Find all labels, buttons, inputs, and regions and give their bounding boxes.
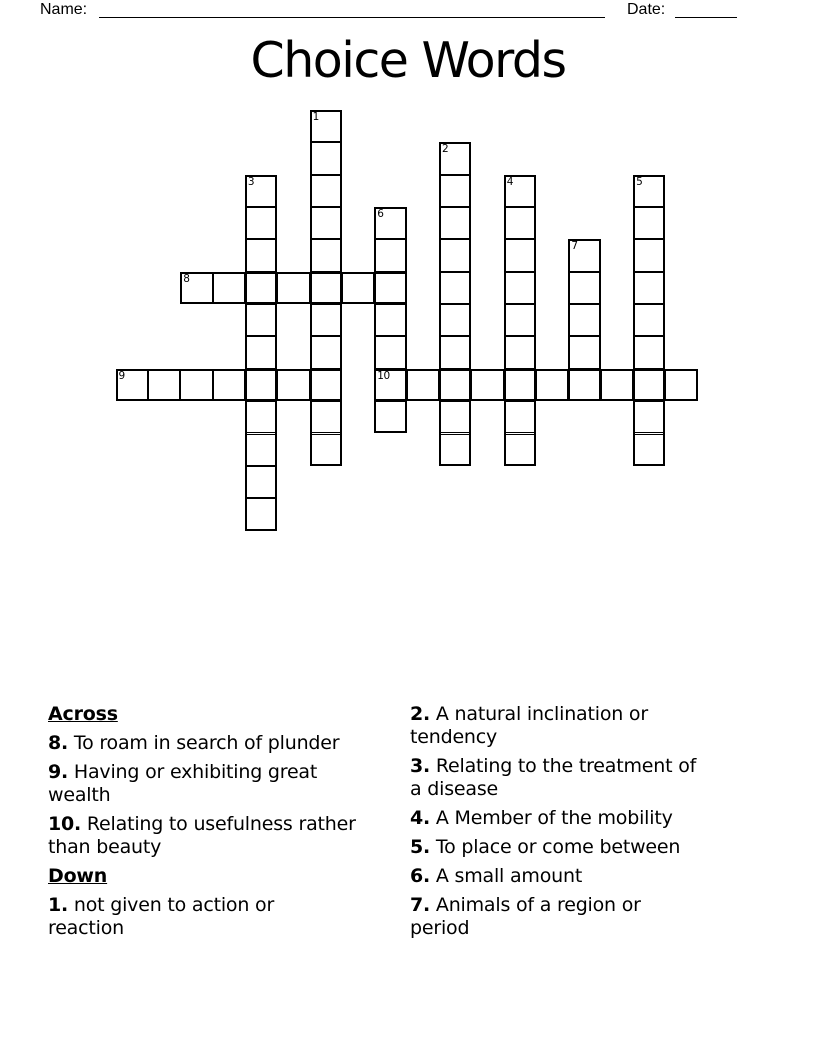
- clue-8: [48, 732, 404, 755]
- clue-number: 1.: [48, 894, 69, 916]
- grid-number-8: 8: [183, 272, 190, 285]
- clue-text: A small amount: [435, 865, 583, 887]
- clue-9: [48, 761, 404, 807]
- clue-number: 5.: [410, 836, 431, 858]
- clue-text: wealth: [48, 784, 111, 806]
- clue-text: tendency: [410, 726, 498, 748]
- clue-text: not given to action or: [73, 894, 275, 916]
- word-outline-4-down: [504, 175, 536, 466]
- clue-text: Relating to the treatment of: [435, 755, 697, 777]
- clue-column-2: [410, 703, 782, 946]
- clue-text: Having or exhibiting great: [73, 761, 318, 783]
- clue-text: Relating to usefulness rather: [86, 813, 356, 835]
- clue-text: To place or come between: [435, 836, 681, 858]
- clue-text: reaction: [48, 917, 124, 939]
- clues-heading-down: [48, 865, 404, 888]
- clue-number: 9.: [48, 761, 69, 783]
- grid-number-2: 2: [442, 143, 449, 156]
- clue-text: a disease: [410, 778, 499, 800]
- grid-number-3: 3: [247, 175, 255, 188]
- clue-text: than beauty: [48, 836, 162, 858]
- clue-column-1: [48, 703, 404, 946]
- clue-text: A natural inclination or: [435, 703, 648, 725]
- clue-3: [410, 755, 782, 801]
- clue-number: 10.: [48, 813, 82, 835]
- clues-heading-text: Across: [48, 703, 118, 725]
- clues-heading-across: [48, 703, 404, 726]
- word-outline-3-down: [245, 175, 277, 531]
- grid-number-10: 10: [377, 369, 390, 382]
- clue-10: [48, 813, 404, 859]
- grid-number-7: 7: [571, 240, 578, 253]
- date-label: Date:: [627, 1, 666, 18]
- clue-number: 3.: [410, 755, 431, 777]
- clues-heading-text: Down: [48, 865, 108, 887]
- word-outline-8-across: [180, 272, 406, 304]
- grid-number-4: 4: [506, 175, 513, 188]
- clue-5: [410, 836, 782, 859]
- page-title: Choice Words: [250, 32, 566, 89]
- grid-number-9: 9: [118, 369, 125, 382]
- word-outline-9-across: [116, 369, 342, 401]
- clue-1: [48, 894, 404, 940]
- clue-number: 2.: [410, 703, 431, 725]
- clue-2: [410, 703, 782, 749]
- clue-text: To roam in search of plunder: [73, 732, 340, 754]
- clue-number: 7.: [410, 894, 431, 916]
- clue-number: 4.: [410, 807, 431, 829]
- word-outline-5-down: [633, 175, 665, 466]
- word-outline-2-down: [439, 142, 471, 466]
- clue-4: [410, 807, 782, 830]
- clue-7: [410, 894, 782, 940]
- clue-text: period: [410, 917, 470, 939]
- clue-text: A Member of the mobility: [435, 807, 673, 829]
- word-outline-10-across: [374, 369, 698, 401]
- clue-number: 6.: [410, 865, 431, 887]
- clue-number: 8.: [48, 732, 69, 754]
- clue-text: Animals of a region or: [435, 894, 641, 916]
- grid-number-1: 1: [312, 111, 319, 123]
- name-label: Name:: [40, 1, 88, 18]
- grid-number-6: 6: [377, 208, 384, 221]
- grid-number-5: 5: [636, 175, 643, 188]
- clue-6: [410, 865, 782, 888]
